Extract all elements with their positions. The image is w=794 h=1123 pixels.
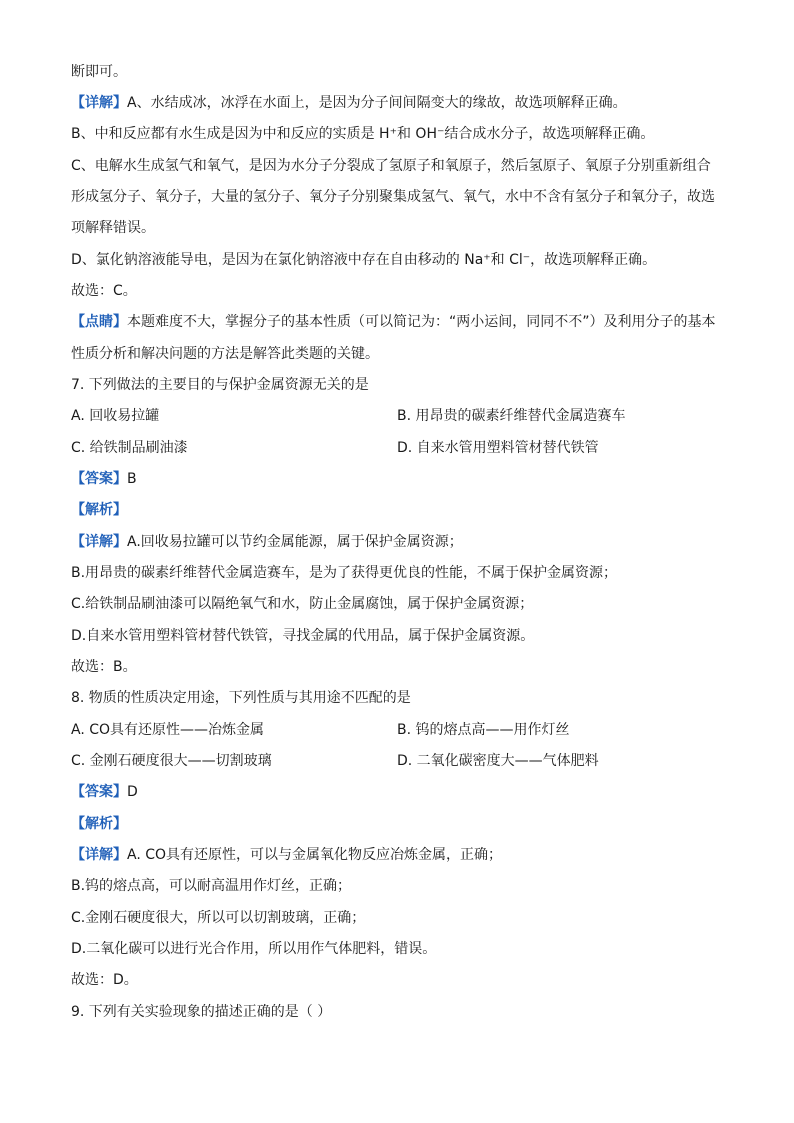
text-line: 故选：B。: [71, 659, 137, 675]
question-stem: 8. 物质的性质决定用途，下列性质与其用途不匹配的是: [71, 690, 411, 706]
text-line: 故选：D。: [71, 972, 138, 988]
option-d: D. 自来水管用塑料管材替代铁管: [397, 440, 599, 456]
tip-tag: 【点睛】: [71, 314, 127, 330]
text-line: 形成氢分子、氧分子，大量的氢分子、氧分子分别聚集成氢气、氧气，水中不含有氢分子和氧分子，故选: [71, 189, 715, 205]
analysis-line: [71, 814, 127, 834]
question-stem: 9. 下列有关实验现象的描述正确的是（ ）: [71, 1004, 332, 1020]
text-line: 【详解】A. CO具有还原性，可以与金属氧化物反应冶炼金属，正确；: [71, 847, 503, 863]
answer-value: B: [127, 471, 137, 487]
option-c: C. 金刚石硬度很大——切割玻璃: [71, 753, 272, 769]
text-line: D.二氧化碳可以进行光合作用，所以用作气体肥料，错误。: [71, 941, 437, 957]
text-line: 性质分析和解决问题的方法是解答此类题的关键。: [71, 346, 379, 362]
answer-tag: 【答案】: [71, 784, 127, 800]
detail-tag: 【详解】: [71, 847, 127, 863]
detail-tag: 【详解】: [71, 95, 127, 111]
text-line: 项解释错误。: [71, 220, 155, 236]
text-line: B.用昂贵的碳素纤维替代金属造赛车，是为了获得更优良的性能，不属于保护金属资源；: [71, 565, 618, 581]
text-line: B、中和反应都有水生成是因为中和反应的实质是 H⁺和 OH⁻结合成水分子，故选项解释正确。: [71, 126, 655, 142]
option-b: B. 钨的熔点高——用作灯丝: [397, 722, 570, 738]
text-line: C.金刚石硬度很大，所以可以切割玻璃，正确；: [71, 910, 366, 926]
text-line: C、电解水生成氢气和氧气，是因为水分子分裂成了氢原子和氧原子，然后氢原子、氧原子分别重新组合: [71, 158, 711, 174]
text-line: D.自来水管用塑料管材替代铁管，寻找金属的代用品，属于保护金属资源。: [71, 628, 535, 644]
question-stem: 7. 下列做法的主要目的与保护金属资源无关的是: [71, 377, 369, 393]
analysis-tag: 【解析】: [71, 502, 127, 518]
text-line: D、氯化钠溶液能导电，是因为在氯化钠溶液中存在自由移动的 Na⁺和 Cl⁻，故选项解释正确。: [71, 252, 657, 268]
text-line: B.钨的熔点高，可以耐高温用作灯丝，正确；: [71, 878, 352, 894]
analysis-tag: 【解析】: [71, 816, 127, 832]
answer-line: [71, 469, 137, 489]
analysis-line: [71, 500, 127, 520]
text-line: 【点睛】本题难度不大，掌握分子的基本性质（可以简记为：“两小运间，同同不不”）及利用分子的基本: [71, 314, 716, 330]
answer-line: [71, 782, 138, 802]
option-a: A. 回收易拉罐: [71, 408, 160, 424]
option-a: A. CO具有还原性——冶炼金属: [71, 722, 265, 738]
answer-value: D: [127, 784, 138, 800]
text-line: 故选：C。: [71, 283, 137, 299]
option-d: D. 二氧化碳密度大——气体肥料: [397, 753, 599, 769]
text-line: 【详解】A.回收易拉罐可以节约金属能源，属于保护金属资源；: [71, 534, 463, 550]
option-b: B. 用昂贵的碳素纤维替代金属造赛车: [397, 408, 626, 424]
option-c: C. 给铁制品刷油漆: [71, 440, 188, 456]
text-line: C.给铁制品刷油漆可以隔绝氧气和水，防止金属腐蚀，属于保护金属资源；: [71, 596, 534, 612]
answer-tag: 【答案】: [71, 471, 127, 487]
text-line: 断即可。: [71, 64, 127, 80]
text-line: 【详解】A、水结成冰，冰浮在水面上，是因为分子间间隔变大的缘故，故选项解释正确。: [71, 95, 627, 111]
detail-tag: 【详解】: [71, 534, 127, 550]
